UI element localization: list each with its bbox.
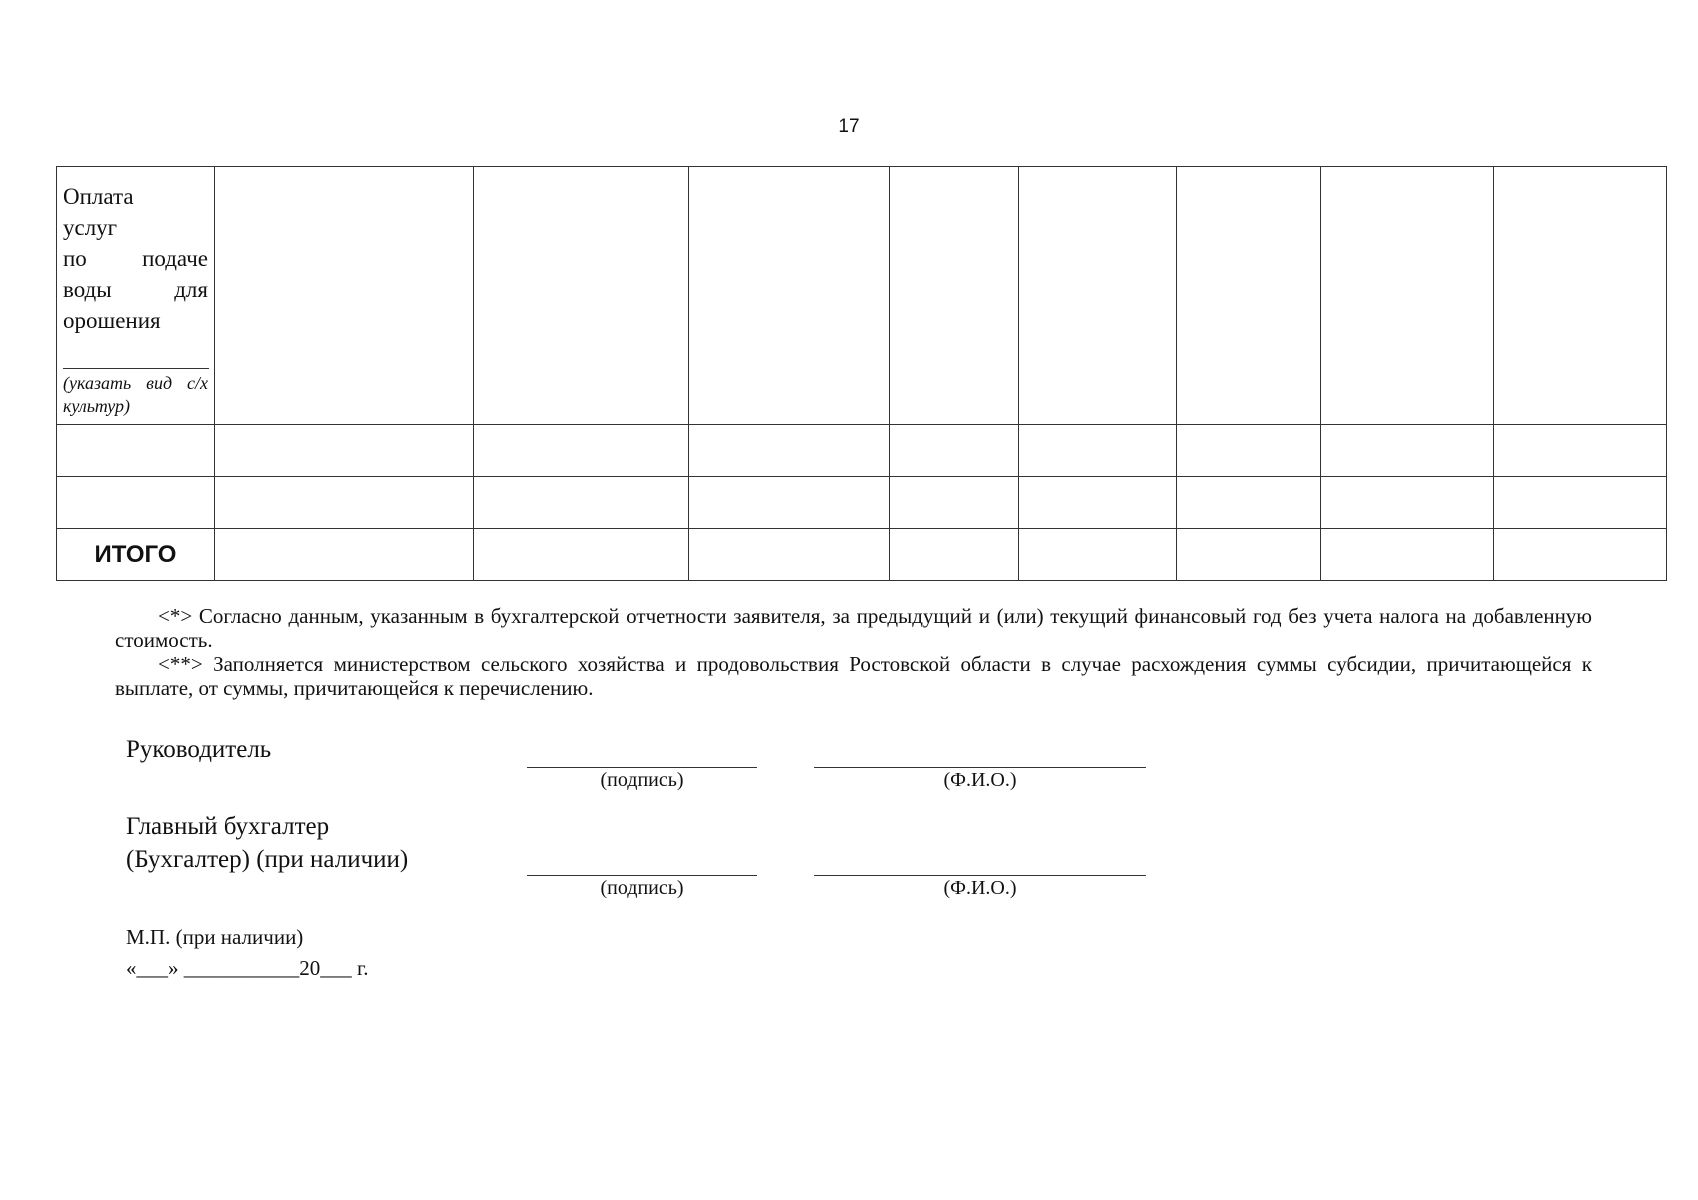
- table-cell: [1019, 529, 1177, 581]
- table-row: [57, 477, 1667, 529]
- stamp-label: М.П. (при наличии): [126, 925, 304, 949]
- chief-signature-caption: (подпись): [600, 877, 684, 899]
- table-cell: [57, 477, 215, 529]
- table-cell: [1494, 477, 1667, 529]
- table-cell: [1321, 529, 1494, 581]
- table-cell: [1177, 477, 1321, 529]
- table-cell: [1019, 167, 1177, 425]
- table-cell: [1177, 167, 1321, 425]
- table-cell: [215, 425, 474, 477]
- table-cell: [1321, 425, 1494, 477]
- table-cell: [1494, 529, 1667, 581]
- chief-accountant-label: (Бухгалтер) (при наличии): [126, 846, 409, 873]
- table-cell: [689, 425, 890, 477]
- footnote-ministry: <**> Заполняется министерством сельского хозяйства и продовольствия Ростовской области в случае расхождения суммы субсидии, причитающейся к выплате, от суммы, причитающейся к перечислению.: [115, 652, 1592, 700]
- total-row: [57, 529, 1667, 581]
- table-cell: [1019, 425, 1177, 477]
- table-cell: [215, 477, 474, 529]
- subsidy-table: [56, 166, 1667, 581]
- table-cell: [474, 529, 689, 581]
- table-cell: [689, 529, 890, 581]
- footnote-vat: <*> Согласно данным, указанным в бухгалтерской отчетности заявителя, за предыдущий и (или) текущий финансовый год без учета налога на добавленную стоимость.: [115, 604, 1592, 652]
- table-cell: [474, 425, 689, 477]
- table-row: [57, 167, 1667, 425]
- table-cell: [1177, 425, 1321, 477]
- stamp-block: [126, 922, 369, 984]
- chief-name-line: [814, 875, 1146, 876]
- table-cell: [1494, 425, 1667, 477]
- row-label-line: по подаче: [63, 246, 208, 271]
- crop-type-hint: (указать вид с/х: [63, 373, 208, 393]
- table-cell: [890, 167, 1019, 425]
- row-label-line: орошения: [63, 308, 161, 333]
- page-number: 17: [838, 116, 860, 137]
- table-cell: [1177, 529, 1321, 581]
- table-cell: [890, 425, 1019, 477]
- total-label: ИТОГО: [57, 529, 215, 581]
- table-cell: [890, 477, 1019, 529]
- table-cell: [689, 167, 890, 425]
- head-name-caption: (Ф.И.О.): [943, 769, 1017, 791]
- table-cell: [57, 425, 215, 477]
- chief-accountant-label: Главный бухгалтер: [126, 813, 330, 840]
- chief-signature-line: [527, 875, 757, 876]
- irrigation-payment-cell: [57, 167, 215, 425]
- head-label: Руководитель: [126, 736, 272, 763]
- crop-type-hint: культур): [63, 396, 131, 416]
- table-cell: [215, 167, 474, 425]
- row-label-line: услуг: [63, 215, 118, 240]
- table-cell: [1494, 167, 1667, 425]
- table-cell: [474, 167, 689, 425]
- crop-type-fill-line: [63, 368, 209, 369]
- table-cell: [1321, 477, 1494, 529]
- head-signature-caption: (подпись): [600, 769, 684, 791]
- footnotes: [115, 604, 1592, 700]
- table-cell: [689, 477, 890, 529]
- table-cell: [1321, 167, 1494, 425]
- chief-name-caption: (Ф.И.О.): [943, 877, 1017, 899]
- table-cell: [890, 529, 1019, 581]
- row-label-line: воды для: [63, 277, 208, 302]
- table-cell: [215, 529, 474, 581]
- table-row: [57, 425, 1667, 477]
- head-name-line: [814, 767, 1146, 768]
- date-line: «___» ___________20___ г.: [126, 956, 369, 980]
- head-signature-line: [527, 767, 757, 768]
- table-cell: [474, 477, 689, 529]
- row-label-line: Оплата: [63, 184, 134, 209]
- table-cell: [1019, 477, 1177, 529]
